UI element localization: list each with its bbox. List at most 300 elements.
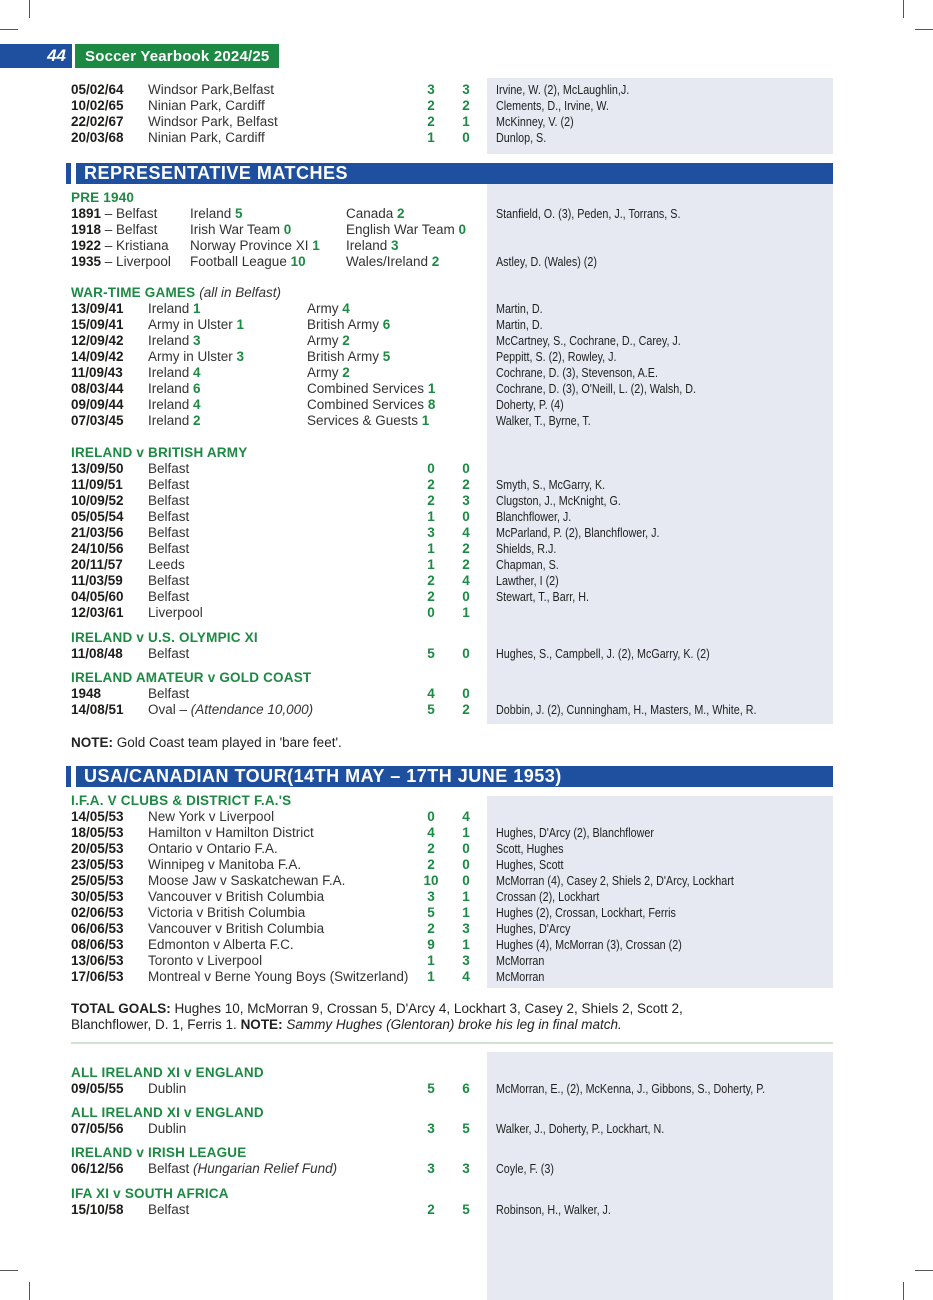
crop-mark <box>915 1270 933 1271</box>
scorers: Hughes, Scott <box>496 858 564 872</box>
match-venue <box>148 589 189 605</box>
away-score: 1 <box>462 905 470 920</box>
team-goals: 1 <box>236 317 245 332</box>
match-venue <box>148 646 189 662</box>
away-score: 3 <box>462 493 470 508</box>
match-date: 06/12/56 <box>71 1161 124 1176</box>
match-year <box>71 254 171 270</box>
venue-text: Hamilton v Hamilton District <box>148 825 314 840</box>
scorers: Blanchflower, J. <box>496 510 572 524</box>
team-1 <box>148 381 201 397</box>
away-score: 4 <box>462 969 470 984</box>
title-text: WAR-TIME GAMES <box>71 285 196 300</box>
home-score: 9 <box>427 937 435 952</box>
venue-text: Belfast <box>148 477 190 492</box>
match-venue <box>148 702 313 718</box>
year: 1918 <box>71 222 102 237</box>
away-score: 0 <box>462 646 470 661</box>
scorers: Dobbin, J. (2), Cunningham, H., Masters, M., White, R. <box>496 703 757 717</box>
team-1 <box>148 397 201 413</box>
home-score: 2 <box>427 114 435 129</box>
note-text: Sammy Hughes (Glentoran) broke his leg in final match. <box>282 1017 622 1032</box>
match-venue <box>148 937 294 953</box>
team-2 <box>307 397 435 413</box>
away-score: 1 <box>462 889 470 904</box>
team-name: Ireland <box>190 206 236 221</box>
venue-text: Belfast <box>148 1161 194 1176</box>
away-score: 3 <box>462 1161 470 1176</box>
match-venue <box>148 525 189 541</box>
subsection-title: IRELAND v IRISH LEAGUE <box>71 1145 247 1160</box>
match-date: 13/06/53 <box>71 953 124 968</box>
home-score: 1 <box>427 969 435 984</box>
team-goals: 4 <box>193 397 201 412</box>
away-score: 0 <box>462 686 470 701</box>
venue-text: Liverpool <box>148 605 203 620</box>
away-score: 4 <box>462 809 470 824</box>
venue-text: Ontario v Ontario F.A. <box>148 841 278 856</box>
team-2 <box>346 206 405 222</box>
venue-text: Dublin <box>148 1121 187 1136</box>
crop-mark <box>0 1270 18 1271</box>
team-2 <box>307 381 435 397</box>
team-name: Ireland <box>148 365 194 380</box>
match-date: 13/09/41 <box>71 301 124 316</box>
home-score: 10 <box>423 873 439 888</box>
scorers: Stanfield, O. (3), Peden, J., Torrans, S. <box>496 207 681 221</box>
match-date: 08/03/44 <box>71 381 124 396</box>
home-score: 3 <box>427 1121 435 1136</box>
subsection-title: IFA XI v SOUTH AFRICA <box>71 1186 229 1201</box>
team-1 <box>148 365 201 381</box>
venue-text: Winnipeg v Manitoba F.A. <box>148 857 302 872</box>
subsection-title: IRELAND v U.S. OLYMPIC XI <box>71 630 258 645</box>
crop-mark <box>0 29 18 30</box>
match-venue <box>148 953 262 969</box>
home-score: 2 <box>427 589 435 604</box>
away-score: 5 <box>462 1121 470 1136</box>
team-1 <box>148 333 201 349</box>
page-header <box>0 44 279 68</box>
home-score: 1 <box>427 953 435 968</box>
match-date: 14/05/53 <box>71 809 124 824</box>
team-goals: 2 <box>193 413 201 428</box>
scorers: Lawther, I (2) <box>496 574 559 588</box>
team-name: Ireland <box>148 397 194 412</box>
team-name: Services & Guests <box>307 413 422 428</box>
scorers: Cochrane, D. (3), Stevenson, A.E. <box>496 366 658 380</box>
venue-note: (Attendance 10,000) <box>190 702 314 717</box>
away-score: 0 <box>462 509 470 524</box>
match-venue <box>148 809 274 825</box>
home-score: 0 <box>427 461 435 476</box>
scorers: McCartney, S., Cochrane, D., Carey, J. <box>496 334 681 348</box>
team-goals: 0 <box>283 222 292 237</box>
home-score: 2 <box>427 477 435 492</box>
match-date: 24/10/56 <box>71 541 124 556</box>
match-venue <box>148 98 265 114</box>
away-score: 5 <box>462 1202 470 1217</box>
place: – Belfast <box>101 222 158 237</box>
team-name: Ireland <box>148 301 194 316</box>
match-date: 21/03/56 <box>71 525 124 540</box>
scorers: Clugston, J., McKnight, G. <box>496 494 621 508</box>
away-score: 6 <box>462 1081 470 1096</box>
crop-mark <box>903 1282 904 1300</box>
match-date: 20/03/68 <box>71 130 124 145</box>
match-venue <box>148 857 301 873</box>
scorers: Walker, T., Byrne, T. <box>496 414 591 428</box>
scorers: Dunlop, S. <box>496 131 547 145</box>
match-date: 09/05/55 <box>71 1081 124 1096</box>
match-venue <box>148 1161 337 1177</box>
scorers: McParland, P. (2), Blanchflower, J. <box>496 526 660 540</box>
team-1 <box>148 413 201 429</box>
venue-text: Belfast <box>148 646 190 661</box>
team-name: Ireland <box>148 333 194 348</box>
team-goals: 4 <box>342 301 350 316</box>
away-score: 3 <box>462 953 470 968</box>
away-score: 0 <box>462 130 470 145</box>
team-2 <box>307 317 390 333</box>
team-goals: 5 <box>235 206 243 221</box>
team-1 <box>148 301 201 317</box>
note-label: NOTE: <box>71 735 113 750</box>
match-date: 15/09/41 <box>71 317 124 332</box>
subsection-title: ALL IRELAND XI v ENGLAND <box>71 1105 264 1120</box>
scorers: Martin, D. <box>496 318 543 332</box>
year: 1891 <box>71 206 102 221</box>
scorers: Stewart, T., Barr, H. <box>496 590 590 604</box>
match-venue <box>148 841 278 857</box>
home-score: 1 <box>427 509 435 524</box>
match-venue <box>148 114 278 130</box>
team-goals: 1 <box>312 238 320 253</box>
away-score: 2 <box>462 557 470 572</box>
away-score: 0 <box>462 461 470 476</box>
venue-text: Moose Jaw v Saskatchewan F.A. <box>148 873 346 888</box>
publication-title: Soccer Yearbook 2024/25 <box>75 44 279 68</box>
team-1 <box>190 222 291 238</box>
team-name: Irish War Team <box>190 222 284 237</box>
scorers: Doherty, P. (4) <box>496 398 564 412</box>
venue-text: Montreal v Berne Young Boys (Switzerland) <box>148 969 409 984</box>
team-name: Army in Ulster <box>148 349 237 364</box>
match-date: 11/08/48 <box>71 646 123 661</box>
home-score: 2 <box>427 857 435 872</box>
match-date: 07/03/45 <box>71 413 124 428</box>
crop-mark <box>29 0 30 18</box>
scorers: McMorran (4), Casey 2, Shiels 2, D'Arcy, Lockhart <box>496 874 734 888</box>
home-score: 2 <box>427 841 435 856</box>
subsection-title: PRE 1940 <box>71 190 135 205</box>
subsection-title: I.F.A. V CLUBS & DISTRICT F.A.'S <box>71 793 292 808</box>
match-venue <box>148 921 324 937</box>
away-score: 2 <box>462 702 470 717</box>
away-score: 0 <box>462 873 470 888</box>
venue-text: Belfast <box>148 541 190 556</box>
team-goals: 8 <box>427 397 436 412</box>
venue-text: Vancouver v British Columbia <box>148 921 325 936</box>
match-venue <box>148 509 189 525</box>
home-score: 2 <box>427 1202 435 1217</box>
home-score: 5 <box>427 1081 435 1096</box>
scorers: Clements, D., Irvine, W. <box>496 99 609 113</box>
home-score: 2 <box>427 493 435 508</box>
match-date: 08/06/53 <box>71 937 124 952</box>
match-date: 12/09/42 <box>71 333 124 348</box>
match-date: 12/03/61 <box>71 605 124 620</box>
match-date: 20/11/57 <box>71 557 123 572</box>
team-goals: 1 <box>427 381 436 396</box>
home-score: 5 <box>427 905 435 920</box>
match-venue <box>148 541 189 557</box>
match-date: 11/09/51 <box>71 477 123 492</box>
home-score: 1 <box>427 541 435 556</box>
match-date: 22/02/67 <box>71 114 124 129</box>
home-score: 5 <box>427 702 435 717</box>
team-1 <box>148 349 244 365</box>
team-name: Combined Services <box>307 397 428 412</box>
scorers: McMorran <box>496 970 545 984</box>
team-name: Wales/Ireland <box>346 254 432 269</box>
home-score: 4 <box>427 825 435 840</box>
home-score: 3 <box>427 1161 435 1176</box>
away-score: 4 <box>462 525 470 540</box>
total-goals-cont <box>71 1017 622 1033</box>
total-goals-label: TOTAL GOALS: <box>71 1001 171 1016</box>
scorers: Hughes, D'Arcy (2), Blanchflower <box>496 826 654 840</box>
match-date: 06/06/53 <box>71 921 124 936</box>
away-score: 1 <box>462 114 470 129</box>
team-1 <box>190 206 243 222</box>
match-venue <box>148 969 408 985</box>
crop-mark <box>915 29 933 30</box>
scorers: Scott, Hughes <box>496 842 564 856</box>
year: 1935 <box>71 254 102 269</box>
team-name: British Army <box>307 349 383 364</box>
match-venue <box>148 889 324 905</box>
match-date: 13/09/50 <box>71 461 124 476</box>
scorers: Hughes, S., Campbell, J. (2), McGarry, K. (2) <box>496 647 710 661</box>
scorers: Crossan (2), Lockhart <box>496 890 600 904</box>
venue-text: New York v Liverpool <box>148 809 275 824</box>
match-date: 04/05/60 <box>71 589 124 604</box>
team-2 <box>307 413 429 429</box>
match-venue <box>148 905 305 921</box>
match-date: 1948 <box>71 686 102 701</box>
scorers: Astley, D. (Wales) (2) <box>496 255 597 269</box>
scorers: Peppitt, S. (2), Rowley, J. <box>496 350 617 364</box>
match-date: 30/05/53 <box>71 889 124 904</box>
venue-text: Victoria v British Columbia <box>148 905 306 920</box>
away-score: 2 <box>462 477 470 492</box>
team-name: British Army <box>307 317 383 332</box>
match-date: 05/05/54 <box>71 509 124 524</box>
home-score: 1 <box>427 130 435 145</box>
team-name: Army <box>307 301 343 316</box>
team-2 <box>346 222 466 238</box>
home-score: 2 <box>427 573 435 588</box>
venue-text: Belfast <box>148 589 190 604</box>
match-date: 10/02/65 <box>71 98 124 113</box>
team-name: Canada <box>346 206 398 221</box>
note-label: NOTE: <box>240 1017 283 1032</box>
scorers: McMorran, E., (2), McKenna, J., Gibbons, S., Doherty, P. <box>496 1082 766 1096</box>
team-name: Ireland <box>148 413 194 428</box>
away-score: 3 <box>462 921 470 936</box>
scorers: Irvine, W. (2), McLaughlin,J. <box>496 83 630 97</box>
team-goals: 1 <box>193 301 201 316</box>
away-score: 1 <box>462 605 470 620</box>
team-goals: 0 <box>458 222 467 237</box>
scorers: McMorran <box>496 954 545 968</box>
team-2 <box>307 365 350 381</box>
team-1 <box>148 317 244 333</box>
team-name: Norway Province XI <box>190 238 313 253</box>
team-name: Ireland <box>346 238 392 253</box>
match-date: 23/05/53 <box>71 857 124 872</box>
section-banner: REPRESENTATIVE MATCHES <box>71 163 833 184</box>
venue-text: Belfast <box>148 573 190 588</box>
home-score: 2 <box>427 921 435 936</box>
total-goals <box>71 1001 683 1017</box>
team-goals: 2 <box>342 333 350 348</box>
scorers: Coyle, F. (3) <box>496 1162 554 1176</box>
team-goals: 6 <box>193 381 201 396</box>
crop-mark <box>29 1282 30 1300</box>
total-goals-line2: Blanchflower, D. 1, Ferris 1. <box>71 1017 241 1032</box>
team-2 <box>346 238 399 254</box>
venue-text: Edmonton v Alberta F.C. <box>148 937 294 952</box>
venue-text: Belfast <box>148 525 190 540</box>
team-goals: 5 <box>382 349 391 364</box>
team-goals: 1 <box>421 413 430 428</box>
match-venue <box>148 573 189 589</box>
home-score: 0 <box>427 605 435 620</box>
team-goals: 3 <box>236 349 245 364</box>
match-year <box>71 222 157 238</box>
home-score: 1 <box>427 557 435 572</box>
venue-text: Ninian Park, Cardiff <box>148 98 265 113</box>
team-1 <box>190 254 306 270</box>
match-year <box>71 206 157 222</box>
place: – Liverpool <box>101 254 171 269</box>
scorers: Hughes (2), Crossan, Lockhart, Ferris <box>496 906 676 920</box>
venue-text: Belfast <box>148 1202 190 1217</box>
match-venue <box>148 605 203 621</box>
team-name: Army <box>307 333 343 348</box>
match-venue <box>148 130 265 146</box>
scorers: Shields, R.J. <box>496 542 557 556</box>
match-date: 09/09/44 <box>71 397 124 412</box>
page-number: 44 <box>0 44 72 68</box>
home-score: 0 <box>427 809 435 824</box>
away-score: 0 <box>462 857 470 872</box>
venue-text: Windsor Park, Belfast <box>148 114 278 129</box>
away-score: 2 <box>462 541 470 556</box>
team-goals: 2 <box>342 365 350 380</box>
place: – Kristiana <box>101 238 169 253</box>
away-score: 4 <box>462 573 470 588</box>
venue-text: Belfast <box>148 461 190 476</box>
match-date: 05/02/64 <box>71 82 124 97</box>
scorers: Chapman, S. <box>496 558 559 572</box>
team-2 <box>307 349 390 365</box>
place: – Belfast <box>101 206 158 221</box>
match-date: 14/09/42 <box>71 349 124 364</box>
scorers: Smyth, S., McGarry, K. <box>496 478 606 492</box>
team-name: Football League <box>190 254 291 269</box>
match-venue <box>148 1121 186 1137</box>
scorers: McKinney, V. (2) <box>496 115 574 129</box>
match-date: 10/09/52 <box>71 493 124 508</box>
venue-text: Ninian Park, Cardiff <box>148 130 265 145</box>
venue-text: Windsor Park,Belfast <box>148 82 275 97</box>
match-date: 14/08/51 <box>71 702 124 717</box>
match-date: 11/09/43 <box>71 365 123 380</box>
subsection-title <box>71 285 281 301</box>
match-date: 02/06/53 <box>71 905 124 920</box>
match-date: 25/05/53 <box>71 873 124 888</box>
team-1 <box>190 238 320 254</box>
total-goals-line1: Hughes 10, McMorran 9, Crossan 5, D'Arcy 4, Lockhart 3, Casey 2, Shiels 2, Scott 2, <box>170 1001 683 1016</box>
match-date: 20/05/53 <box>71 841 124 856</box>
match-venue <box>148 873 345 889</box>
team-goals: 6 <box>382 317 391 332</box>
away-score: 1 <box>462 825 470 840</box>
venue-text: Toronto v Liverpool <box>148 953 263 968</box>
section-banner: USA/CANADIAN TOUR(14TH MAY – 17TH JUNE 1953) <box>71 766 833 787</box>
team-goals: 10 <box>290 254 306 269</box>
subsection-title: IRELAND AMATEUR v GOLD COAST <box>71 670 312 685</box>
away-score: 0 <box>462 589 470 604</box>
away-score: 0 <box>462 841 470 856</box>
team-goals: 3 <box>193 333 201 348</box>
home-score: 5 <box>427 646 435 661</box>
home-score: 4 <box>427 686 435 701</box>
team-name: Army <box>307 365 343 380</box>
venue-text: Belfast <box>148 493 190 508</box>
match-year <box>71 238 169 254</box>
match-venue <box>148 1202 189 1218</box>
venue-text: Vancouver v British Columbia <box>148 889 325 904</box>
match-venue <box>148 1081 186 1097</box>
match-venue <box>148 461 189 477</box>
crop-mark <box>903 0 904 18</box>
match-venue <box>148 82 274 98</box>
match-date: 18/05/53 <box>71 825 124 840</box>
away-score: 2 <box>462 98 470 113</box>
team-name: Combined Services <box>307 381 428 396</box>
team-goals: 3 <box>391 238 399 253</box>
venue-text: Leeds <box>148 557 185 572</box>
team-goals: 4 <box>193 365 201 380</box>
home-score: 3 <box>427 82 435 97</box>
team-goals: 2 <box>431 254 440 269</box>
scorers: Robinson, H., Walker, J. <box>496 1203 611 1217</box>
team-name: English War Team <box>346 222 459 237</box>
year: 1922 <box>71 238 102 253</box>
scorers: Cochrane, D. (3), O'Neill, L. (2), Walsh, D. <box>496 382 696 396</box>
home-score: 3 <box>427 525 435 540</box>
divider <box>71 1042 833 1044</box>
venue-text: Belfast <box>148 686 190 701</box>
venue-text: Dublin <box>148 1081 187 1096</box>
team-2 <box>346 254 439 270</box>
away-score: 1 <box>462 937 470 952</box>
match-venue <box>148 825 314 841</box>
